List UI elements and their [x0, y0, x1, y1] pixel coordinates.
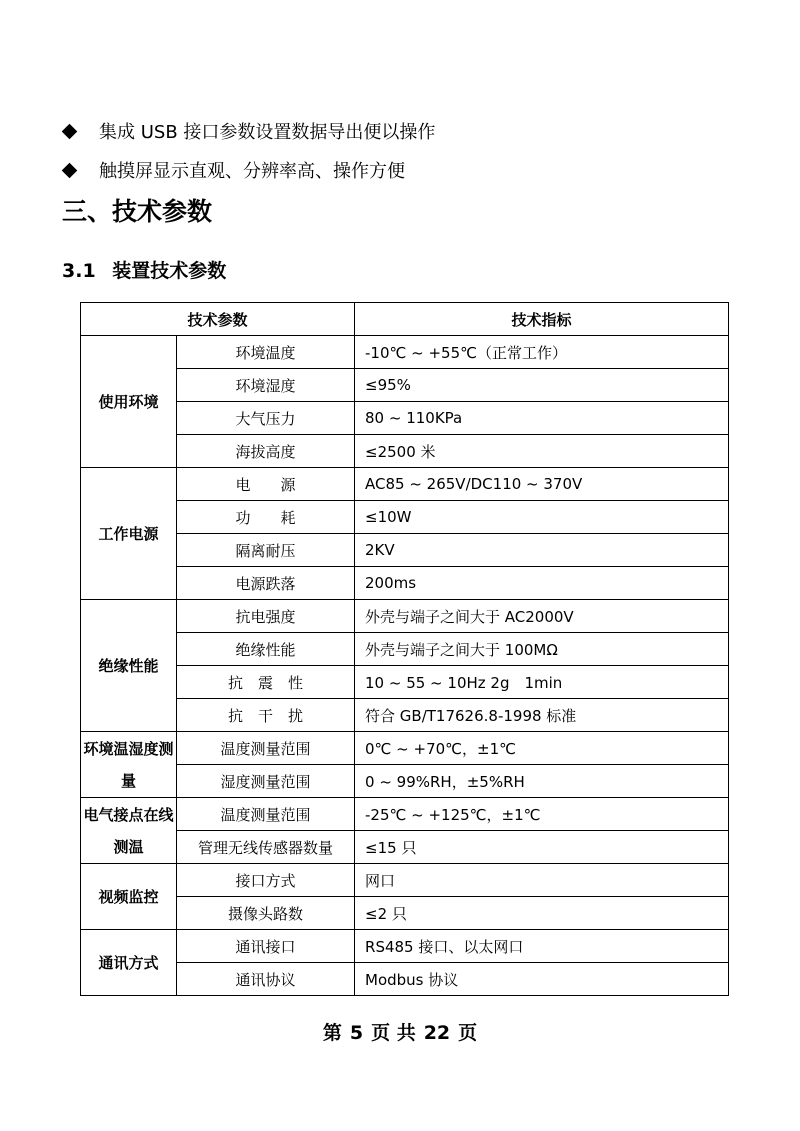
header-value: 技术指标 [355, 303, 729, 336]
group-label: 电气接点在线测温 [81, 798, 177, 864]
table-row [81, 666, 729, 699]
param-cell: 环境温度 [177, 336, 355, 369]
param-cell: 管理无线传感器数量 [177, 831, 355, 864]
table-row [81, 468, 729, 501]
table-row [81, 534, 729, 567]
bullet-item [62, 157, 405, 183]
bullet-text: 集成 USB 接口参数设置数据导出便以操作 [99, 122, 436, 143]
value-cell: 外壳与端子之间大于 AC2000V [355, 600, 729, 633]
subsection-text: 装置技术参数 [112, 260, 227, 282]
table-row [81, 567, 729, 600]
value-cell: -25℃ ~ +125℃，±1℃ [355, 798, 729, 831]
value-cell: Modbus 协议 [355, 963, 729, 996]
table-row [81, 600, 729, 633]
value-cell: AC85 ~ 265V/DC110 ~ 370V [355, 468, 729, 501]
param-cell: 环境湿度 [177, 369, 355, 402]
table-row [81, 732, 729, 765]
group-label: 视频监控 [81, 864, 177, 930]
param-cell: 摄像头路数 [177, 897, 355, 930]
section-title: 三、技术参数 [62, 197, 213, 226]
value-cell: RS485 接口、以太网口 [355, 930, 729, 963]
param-cell: 抗 震 性 [177, 666, 355, 699]
param-cell: 抗 干 扰 [177, 699, 355, 732]
table-row [81, 897, 729, 930]
param-cell: 抗电强度 [177, 600, 355, 633]
value-cell: ≤2500 米 [355, 435, 729, 468]
param-cell: 通讯协议 [177, 963, 355, 996]
value-cell: -10℃ ~ +55℃（正常工作） [355, 336, 729, 369]
param-cell: 大气压力 [177, 402, 355, 435]
param-cell: 通讯接口 [177, 930, 355, 963]
table-row [81, 864, 729, 897]
diamond-bullet-icon [62, 162, 78, 178]
group-label: 通讯方式 [81, 930, 177, 996]
param-cell: 接口方式 [177, 864, 355, 897]
diamond-bullet-icon [62, 123, 78, 139]
param-cell: 温度测量范围 [177, 732, 355, 765]
subsection-number: 3.1 [62, 260, 96, 282]
value-cell: 10 ~ 55 ~ 10Hz 2g 1min [355, 666, 729, 699]
footer-suffix: 页 [458, 1022, 478, 1044]
value-cell: 200ms [355, 567, 729, 600]
table-row [81, 930, 729, 963]
subsection-title [62, 256, 226, 283]
group-label: 绝缘性能 [81, 600, 177, 732]
page-footer [0, 1018, 800, 1045]
value-cell: ≤95% [355, 369, 729, 402]
total-pages: 22 [423, 1022, 451, 1044]
table-row [81, 798, 729, 831]
table-row [81, 963, 729, 996]
table-header-row [81, 303, 729, 336]
value-cell: 0℃ ~ +70℃，±1℃ [355, 732, 729, 765]
param-cell: 海拔高度 [177, 435, 355, 468]
value-cell: 网口 [355, 864, 729, 897]
bullet-text: 触摸屏显示直观、分辨率高、操作方便 [99, 161, 405, 182]
value-cell: 外壳与端子之间大于 100MΩ [355, 633, 729, 666]
table-row [81, 633, 729, 666]
table-row [81, 402, 729, 435]
param-cell: 湿度测量范围 [177, 765, 355, 798]
table-row [81, 699, 729, 732]
spec-table [80, 302, 729, 996]
header-param: 技术参数 [81, 303, 355, 336]
table-row [81, 336, 729, 369]
param-cell: 隔离耐压 [177, 534, 355, 567]
group-label: 使用环境 [81, 336, 177, 468]
value-cell: 2KV [355, 534, 729, 567]
param-cell: 电源跌落 [177, 567, 355, 600]
group-label: 环境温湿度测量 [81, 732, 177, 798]
value-cell: ≤15 只 [355, 831, 729, 864]
param-cell: 温度测量范围 [177, 798, 355, 831]
value-cell: ≤10W [355, 501, 729, 534]
param-cell: 功 耗 [177, 501, 355, 534]
value-cell: 80 ~ 110KPa [355, 402, 729, 435]
param-cell: 绝缘性能 [177, 633, 355, 666]
table-row [81, 369, 729, 402]
footer-mid: 页 共 [371, 1022, 416, 1044]
value-cell: 0 ~ 99%RH，±5%RH [355, 765, 729, 798]
value-cell: 符合 GB/T17626.8-1998 标准 [355, 699, 729, 732]
table-row [81, 765, 729, 798]
table-row [81, 501, 729, 534]
table-row [81, 435, 729, 468]
bullet-item [62, 118, 435, 144]
table-row [81, 831, 729, 864]
footer-prefix: 第 [322, 1022, 342, 1044]
current-page: 5 [349, 1022, 364, 1044]
group-label: 工作电源 [81, 468, 177, 600]
value-cell: ≤2 只 [355, 897, 729, 930]
param-cell: 电 源 [177, 468, 355, 501]
